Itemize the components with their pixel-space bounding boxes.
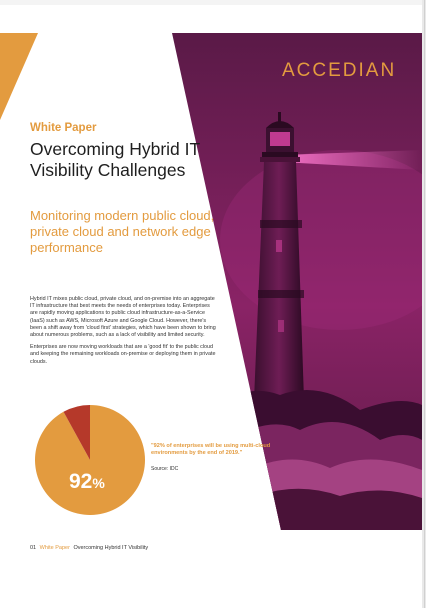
footer-title: Overcoming Hybrid IT Visibility <box>73 545 149 551</box>
document-type-label: White Paper <box>30 122 97 134</box>
pie-value: 92 <box>69 470 93 493</box>
statistic-quote: "92% of enterprises will be using multi-cloud environments by the end of 2019." <box>151 443 271 456</box>
intro-paragraph-1: Hybrid IT mixes public cloud, private cloud, and on-premise into an aggregate IT infrastructure that best meets the needs of enterprises today. Enterprises are rapidly moving applications to public cloud infrastructure-as-a-Service (IaaS) such as AWS, Microsoft Azure and Google Cloud. However, there's been a shift away from 'cloud first' strategies, which have been shown to bring about numerous problems, such as a lack of visibility and limited security. <box>30 296 216 339</box>
page-number: 01 <box>30 545 37 551</box>
pie-chart-value-label <box>69 470 105 494</box>
accent-triangle <box>0 33 38 120</box>
company-logo: ACCEDIAN <box>282 60 397 81</box>
pie-unit: % <box>92 475 105 491</box>
document-title: Overcoming Hybrid IT Visibility Challenges <box>30 139 200 180</box>
pie-chart <box>35 405 145 515</box>
intro-paragraph-2: Enterprises are now moving workloads that are a 'good fit' to the public cloud and keeping the remaining workloads on-premise or deploying them in private clouds. <box>30 344 216 365</box>
page-footer <box>30 545 148 551</box>
footer-section: White Paper <box>39 545 70 551</box>
document-subtitle: Monitoring modern public cloud, private cloud and network edge performance <box>30 208 215 255</box>
quote-source: Source: IDC <box>151 466 179 472</box>
page-edge-right <box>422 0 426 608</box>
intro-text <box>30 296 218 371</box>
